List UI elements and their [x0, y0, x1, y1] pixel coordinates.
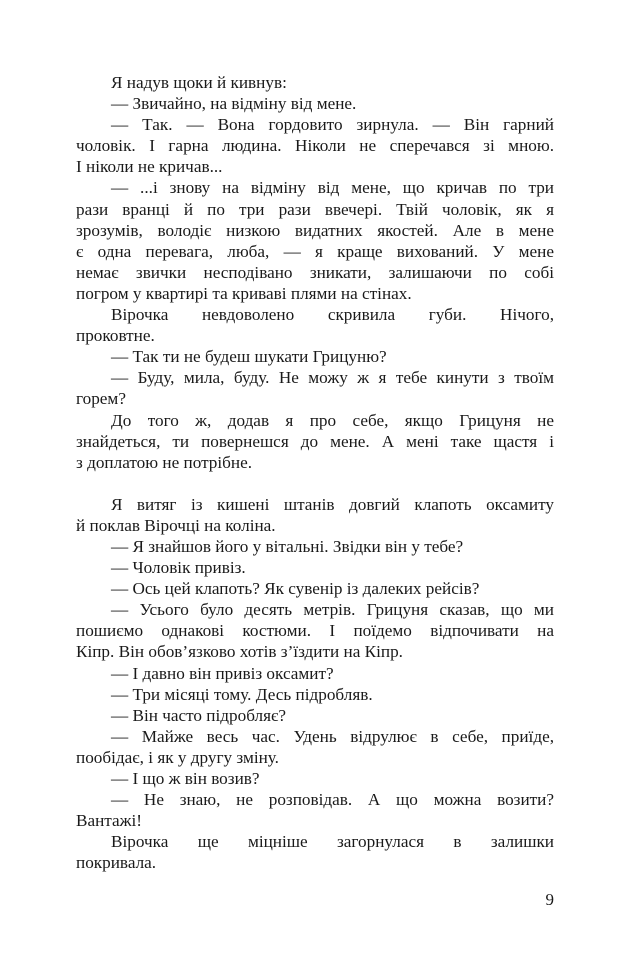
text-line: — Ось цей клапоть? Як сувенір із далеких рейсів? — [111, 579, 480, 599]
text-line: пообідає, і як у другу зміну. — [76, 747, 279, 767]
paragraph — [76, 599, 554, 662]
paragraph — [76, 578, 554, 599]
text-line: Вантажі! — [76, 811, 143, 831]
text-line: з доплатою не потрібне. — [76, 452, 253, 472]
text-line: горем? — [76, 389, 126, 409]
text-line: До того ж, додав я про себе, якщо Грицуня не — [111, 410, 554, 430]
text-line: — Так ти не будеш шукати Грицуню? — [111, 347, 387, 367]
page-number: 9 — [545, 890, 554, 909]
paragraph — [76, 557, 554, 578]
paragraph — [76, 536, 554, 557]
text-line: — Не знаю, не розповідав. А що можна возити? — [111, 790, 554, 810]
text-line: Вірочка невдоволено скривила губи. Нічого, — [111, 305, 554, 325]
paragraph — [76, 494, 554, 536]
paragraph — [76, 177, 554, 304]
text-line: Я надув щоки й кивнув: — [111, 73, 287, 92]
text-line: — Він часто підробляє? — [111, 705, 287, 725]
text-line: проковтне. — [76, 326, 155, 346]
text-line: І ніколи не кричав... — [76, 157, 223, 177]
text-line: — Три місяці тому. Десь підробляв. — [111, 684, 373, 704]
text-line: — Буду, мила, буду. Не можу ж я тебе кинути з твоїм — [111, 368, 554, 388]
text-line: Кіпр. Він обов’язково хотів з’їздити на Кіпр. — [76, 642, 403, 662]
text-section — [76, 494, 554, 874]
text-line: пошиємо однакові костюми. І поїдемо відпочивати на — [76, 621, 554, 641]
text-line: й поклав Вірочці на коліна. — [76, 515, 276, 535]
text-line: — Так. — Вона гордовито зирнула. — Він гарний — [111, 115, 554, 135]
text-line: — Я знайшов його у вітальні. Звідки він у тебе? — [111, 536, 464, 556]
paragraph — [76, 346, 554, 367]
paragraph — [76, 684, 554, 705]
paragraph — [76, 789, 554, 831]
paragraph — [76, 768, 554, 789]
text-line: — ...і знову на відміну від мене, що кричав по три — [111, 178, 554, 198]
paragraph — [76, 93, 554, 114]
paragraph — [76, 410, 554, 473]
text-line: є одна перевага, люба, — я краще вихований. У мене — [76, 241, 554, 261]
paragraph — [76, 726, 554, 768]
text-line: покривала. — [76, 853, 157, 873]
text-line: чоловік. І гарна людина. Ніколи не сперечався зі мною. — [76, 136, 554, 156]
text-line: рази вранці й по три рази ввечері. Твій чоловік, як я — [76, 199, 554, 219]
paragraph — [76, 705, 554, 726]
paragraph — [76, 663, 554, 684]
text-line: зрозумів, володіє низкою видатних якостей. Але в мене — [76, 220, 554, 240]
text-line: — Майже весь час. Удень відрулює в себе, приїде, — [111, 726, 554, 746]
text-section — [76, 72, 554, 473]
paragraph — [76, 72, 554, 93]
text-line: погром у квартирі та криваві плями на стінах. — [76, 283, 412, 303]
text-line: — Звичайно, на відміну від мене. — [111, 94, 357, 114]
text-line: — Чоловік привіз. — [111, 558, 246, 578]
paragraph — [76, 367, 554, 409]
paragraph — [76, 114, 554, 177]
text-line: Вірочка ще міцніше загорнулася в залишки — [111, 832, 554, 852]
text-line: — Усього було десять метрів. Грицуня сказав, що ми — [111, 600, 554, 620]
text-line: Я витяг із кишені штанів довгий клапоть оксамиту — [111, 494, 554, 514]
text-line: — І давно він привіз оксамит? — [111, 663, 334, 683]
text-line: — І що ж він возив? — [111, 769, 260, 788]
text-line: знайдеться, ти повернешся до мене. А мені таке щастя і — [76, 431, 554, 451]
paragraph — [76, 304, 554, 346]
text-line: немає звички несподівано зникати, залишаючи по собі — [76, 262, 554, 282]
paragraph — [76, 831, 554, 873]
book-page-text — [76, 72, 554, 873]
